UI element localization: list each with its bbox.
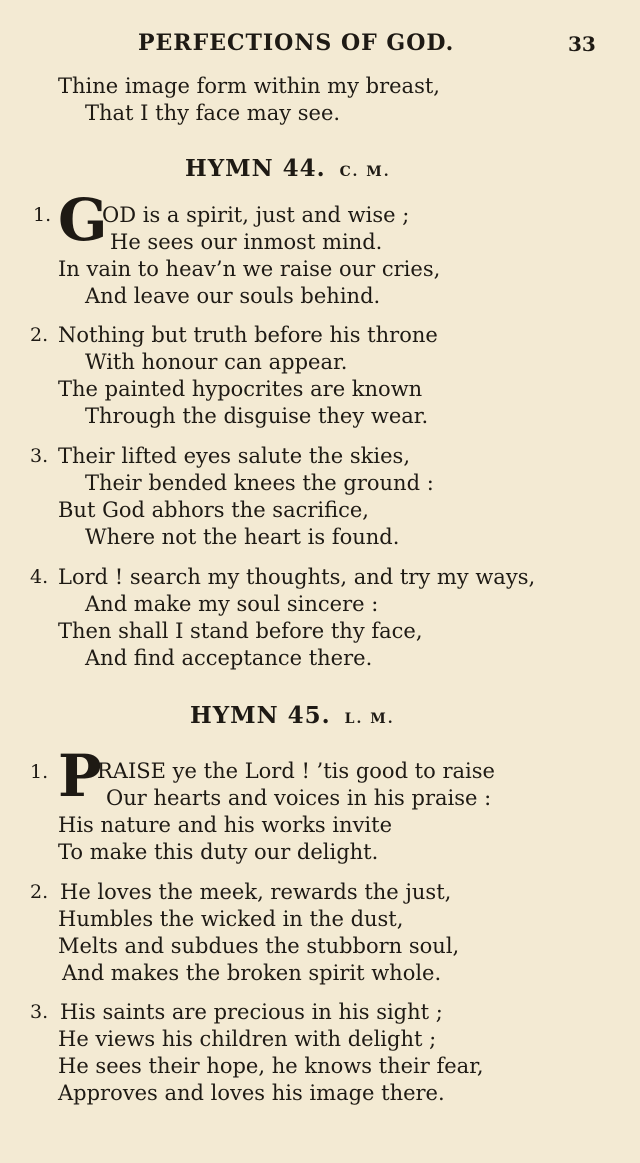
verse-line: In vain to heav’n we raise our cries, [58,257,441,281]
verse-line: And make my soul sincere : [85,592,379,616]
verse-line: And find acceptance there. [85,646,373,670]
stanza-number: 3. [30,445,49,467]
hymn-44-heading [185,155,391,182]
stanza-number: 1. [30,761,49,783]
running-header: PERFECTIONS OF GOD. [138,30,455,56]
hymn-meter: L. M. [344,711,395,727]
verse-line: He loves the meek, rewards the just, [60,880,452,904]
verse-line: RAISE ye the Lord ! ’tis good to raise [97,759,495,783]
verse-line: Then shall I stand before thy face, [58,619,423,643]
verse-line: He sees their hope, he knows their fear, [58,1054,484,1078]
verse-line: But God abhors the sacrifice, [58,498,369,522]
stanza-number: 3. [30,1001,49,1023]
verse-line: To make this duty our delight. [58,840,379,864]
verse-line: His saints are precious in his sight ; [60,1000,443,1024]
hymn-title: HYMN 45. [190,702,331,729]
stanza-number: 1. [33,204,52,226]
verse-line: And makes the broken spirit whole. [62,961,442,985]
hymn-meter: C. M. [339,164,391,180]
verse-line: He sees our inmost mind. [110,230,383,254]
stanza-number: 2. [30,324,49,346]
verse-line: Lord ! search my thoughts, and try my ways, [58,565,536,589]
verse-line: OD is a spirit, just and wise ; [102,203,410,227]
verse-line: The painted hypocrites are known [58,377,423,401]
verse-line: Their bended knees the ground : [85,471,434,495]
intro-line-2: That I thy face may see. [85,101,341,125]
hymn-45-heading [190,702,395,729]
verse-line: Melts and subdues the stubborn soul, [58,934,460,958]
verse-line: Our hearts and voices in his praise : [106,786,492,810]
verse-line: Approves and loves his image there. [58,1081,445,1105]
verse-line: Through the disguise they wear. [85,404,429,428]
verse-line: Where not the heart is found. [85,525,400,549]
verse-line: He views his children with delight ; [58,1027,437,1051]
verse-line: Nothing but truth before his throne [58,323,438,347]
stanza-number: 4. [30,566,49,588]
page-number: 33 [568,32,596,56]
stanza-number: 2. [30,881,49,903]
intro-line-1: Thine image form within my breast, [58,74,440,98]
verse-line: With honour can appear. [85,350,348,374]
verse-line: Their lifted eyes salute the skies, [58,444,410,468]
verse-line: And leave our souls behind. [85,284,381,308]
verse-line: His nature and his works invite [58,813,393,837]
hymn-title: HYMN 44. [185,155,326,182]
verse-line: Humbles the wicked in the dust, [58,907,404,931]
drop-cap: P [58,742,102,810]
drop-cap: G [58,186,108,254]
